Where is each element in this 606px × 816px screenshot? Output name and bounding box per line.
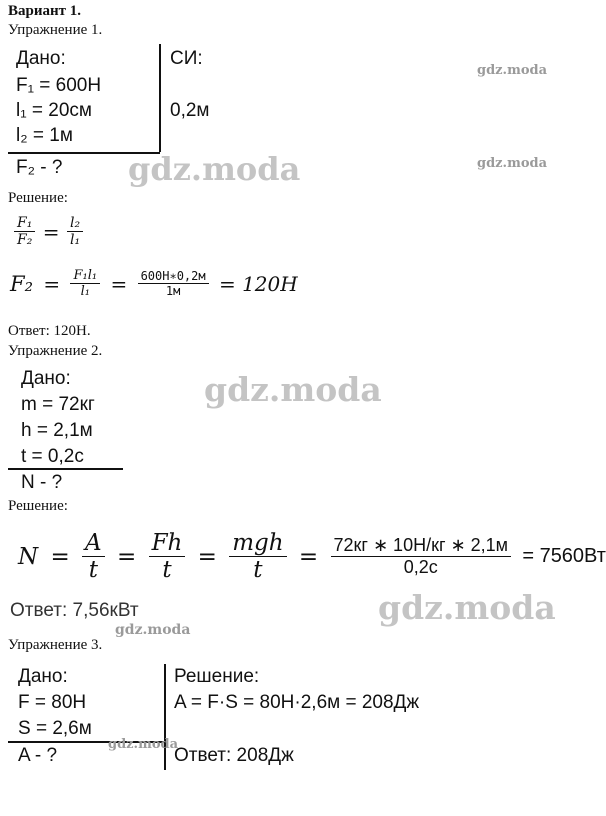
ex1-solution-label: Решение: bbox=[8, 190, 68, 206]
ex2-frac-values: $\frac{72кг ∗ 10Н/кг ∗ 2,1м}{0,2с}$ bbox=[331, 535, 512, 578]
ex1-frac-forces: $\frac{\text{F₁}}{\text{F₂}}$ bbox=[14, 215, 35, 248]
ex1-proportion: $\frac{\text{F₁}}{\text{F₂}}$ = $\frac{\text{l₂}}{\text{l₁}}$ bbox=[14, 215, 83, 248]
ex3-answer: Ответ: 208Дж bbox=[174, 745, 294, 766]
ex3-solution-label: Решение: bbox=[174, 666, 260, 687]
watermark-big-1: gdz.moda bbox=[128, 150, 301, 188]
watermark-small-3: gdz.moda bbox=[115, 622, 191, 638]
ex1-calc-values: $\frac{600Н∗0,2м}{1м}$ bbox=[138, 269, 209, 298]
ex1-given-title: Дано: bbox=[16, 48, 66, 69]
ex1-lhs: F₂ bbox=[10, 271, 33, 296]
ex2-divider bbox=[8, 468, 123, 470]
ex2-calculation: N = $\frac{A}{t}$ = $\frac{Fh}{t}$ = $\frac{\text{mgh}}{t}$ = $\frac{72кг ∗ 10Н/кг ∗ 2,1м}{0,2с}$ = 7560Вт bbox=[18, 530, 606, 583]
ex1-f1: F₁ = 600Н bbox=[16, 75, 102, 96]
ex1-si-title: СИ: bbox=[170, 48, 203, 69]
ex2-given-title: Дано: bbox=[21, 368, 71, 389]
ex1-si-value: 0,2м bbox=[170, 100, 210, 121]
ex2-find: N - ? bbox=[21, 472, 63, 493]
ex3-f: F = 80Н bbox=[18, 692, 87, 713]
exercise-1-title: Упражнение 1. bbox=[8, 22, 103, 38]
ex2-frac-work: $\frac{A}{t}$ bbox=[82, 530, 105, 583]
watermark-big-3: gdz.moda bbox=[378, 588, 556, 627]
ex3-formula: A = F·S = 80Н·2,6м = 208Дж bbox=[174, 692, 420, 713]
ex2-answer: Ответ: 7,56кВт bbox=[10, 600, 139, 621]
ex1-find: F₂ - ? bbox=[16, 157, 63, 178]
ex2-frac-force-height: $\frac{Fh}{t}$ bbox=[149, 530, 186, 583]
ex2-frac-mgh: $\frac{\text{mgh}}{t}$ bbox=[229, 530, 286, 583]
ex2-solution-label: Решение: bbox=[8, 498, 68, 514]
ex3-vertical-divider bbox=[164, 664, 166, 770]
ex2-lhs: N bbox=[18, 543, 39, 570]
ex1-vertical-divider bbox=[159, 44, 161, 152]
watermark-big-2: gdz.moda bbox=[204, 370, 382, 409]
ex3-given-title: Дано: bbox=[18, 666, 68, 687]
watermark-small-1: gdz.moda bbox=[477, 63, 548, 78]
exercise-2-title: Упражнение 2. bbox=[8, 343, 103, 359]
ex1-l1: l₁ = 20см bbox=[16, 100, 92, 121]
ex1-calculation: F₂ = $\frac{\text{F₁l₁}}{\text{l₁}}$ = $\frac{600Н∗0,2м}{1м}$ = 120Н bbox=[10, 268, 298, 299]
ex2-result: = 7560Вт bbox=[522, 545, 606, 567]
ex1-result: = 120Н bbox=[218, 271, 298, 296]
watermark-small-2: gdz.moda bbox=[477, 156, 548, 171]
ex2-t: t = 0,2с bbox=[21, 446, 84, 467]
ex2-h: h = 2,1м bbox=[21, 420, 93, 441]
exercise-3-title: Упражнение 3. bbox=[8, 637, 103, 653]
ex3-find: A - ? bbox=[18, 745, 58, 766]
ex1-calc-formula: $\frac{\text{F₁l₁}}{\text{l₁}}$ bbox=[70, 268, 100, 299]
watermark-small-4: gdz.moda bbox=[108, 737, 179, 752]
ex3-s: S = 2,6м bbox=[18, 718, 92, 739]
ex1-answer: Ответ: 120Н. bbox=[8, 323, 91, 339]
ex1-frac-lengths: $\frac{\text{l₂}}{\text{l₁}}$ bbox=[67, 215, 83, 248]
ex1-l2: l₂ = 1м bbox=[16, 125, 73, 146]
variant-title: Вариант 1. bbox=[8, 3, 82, 19]
ex2-m: m = 72кг bbox=[21, 394, 95, 415]
